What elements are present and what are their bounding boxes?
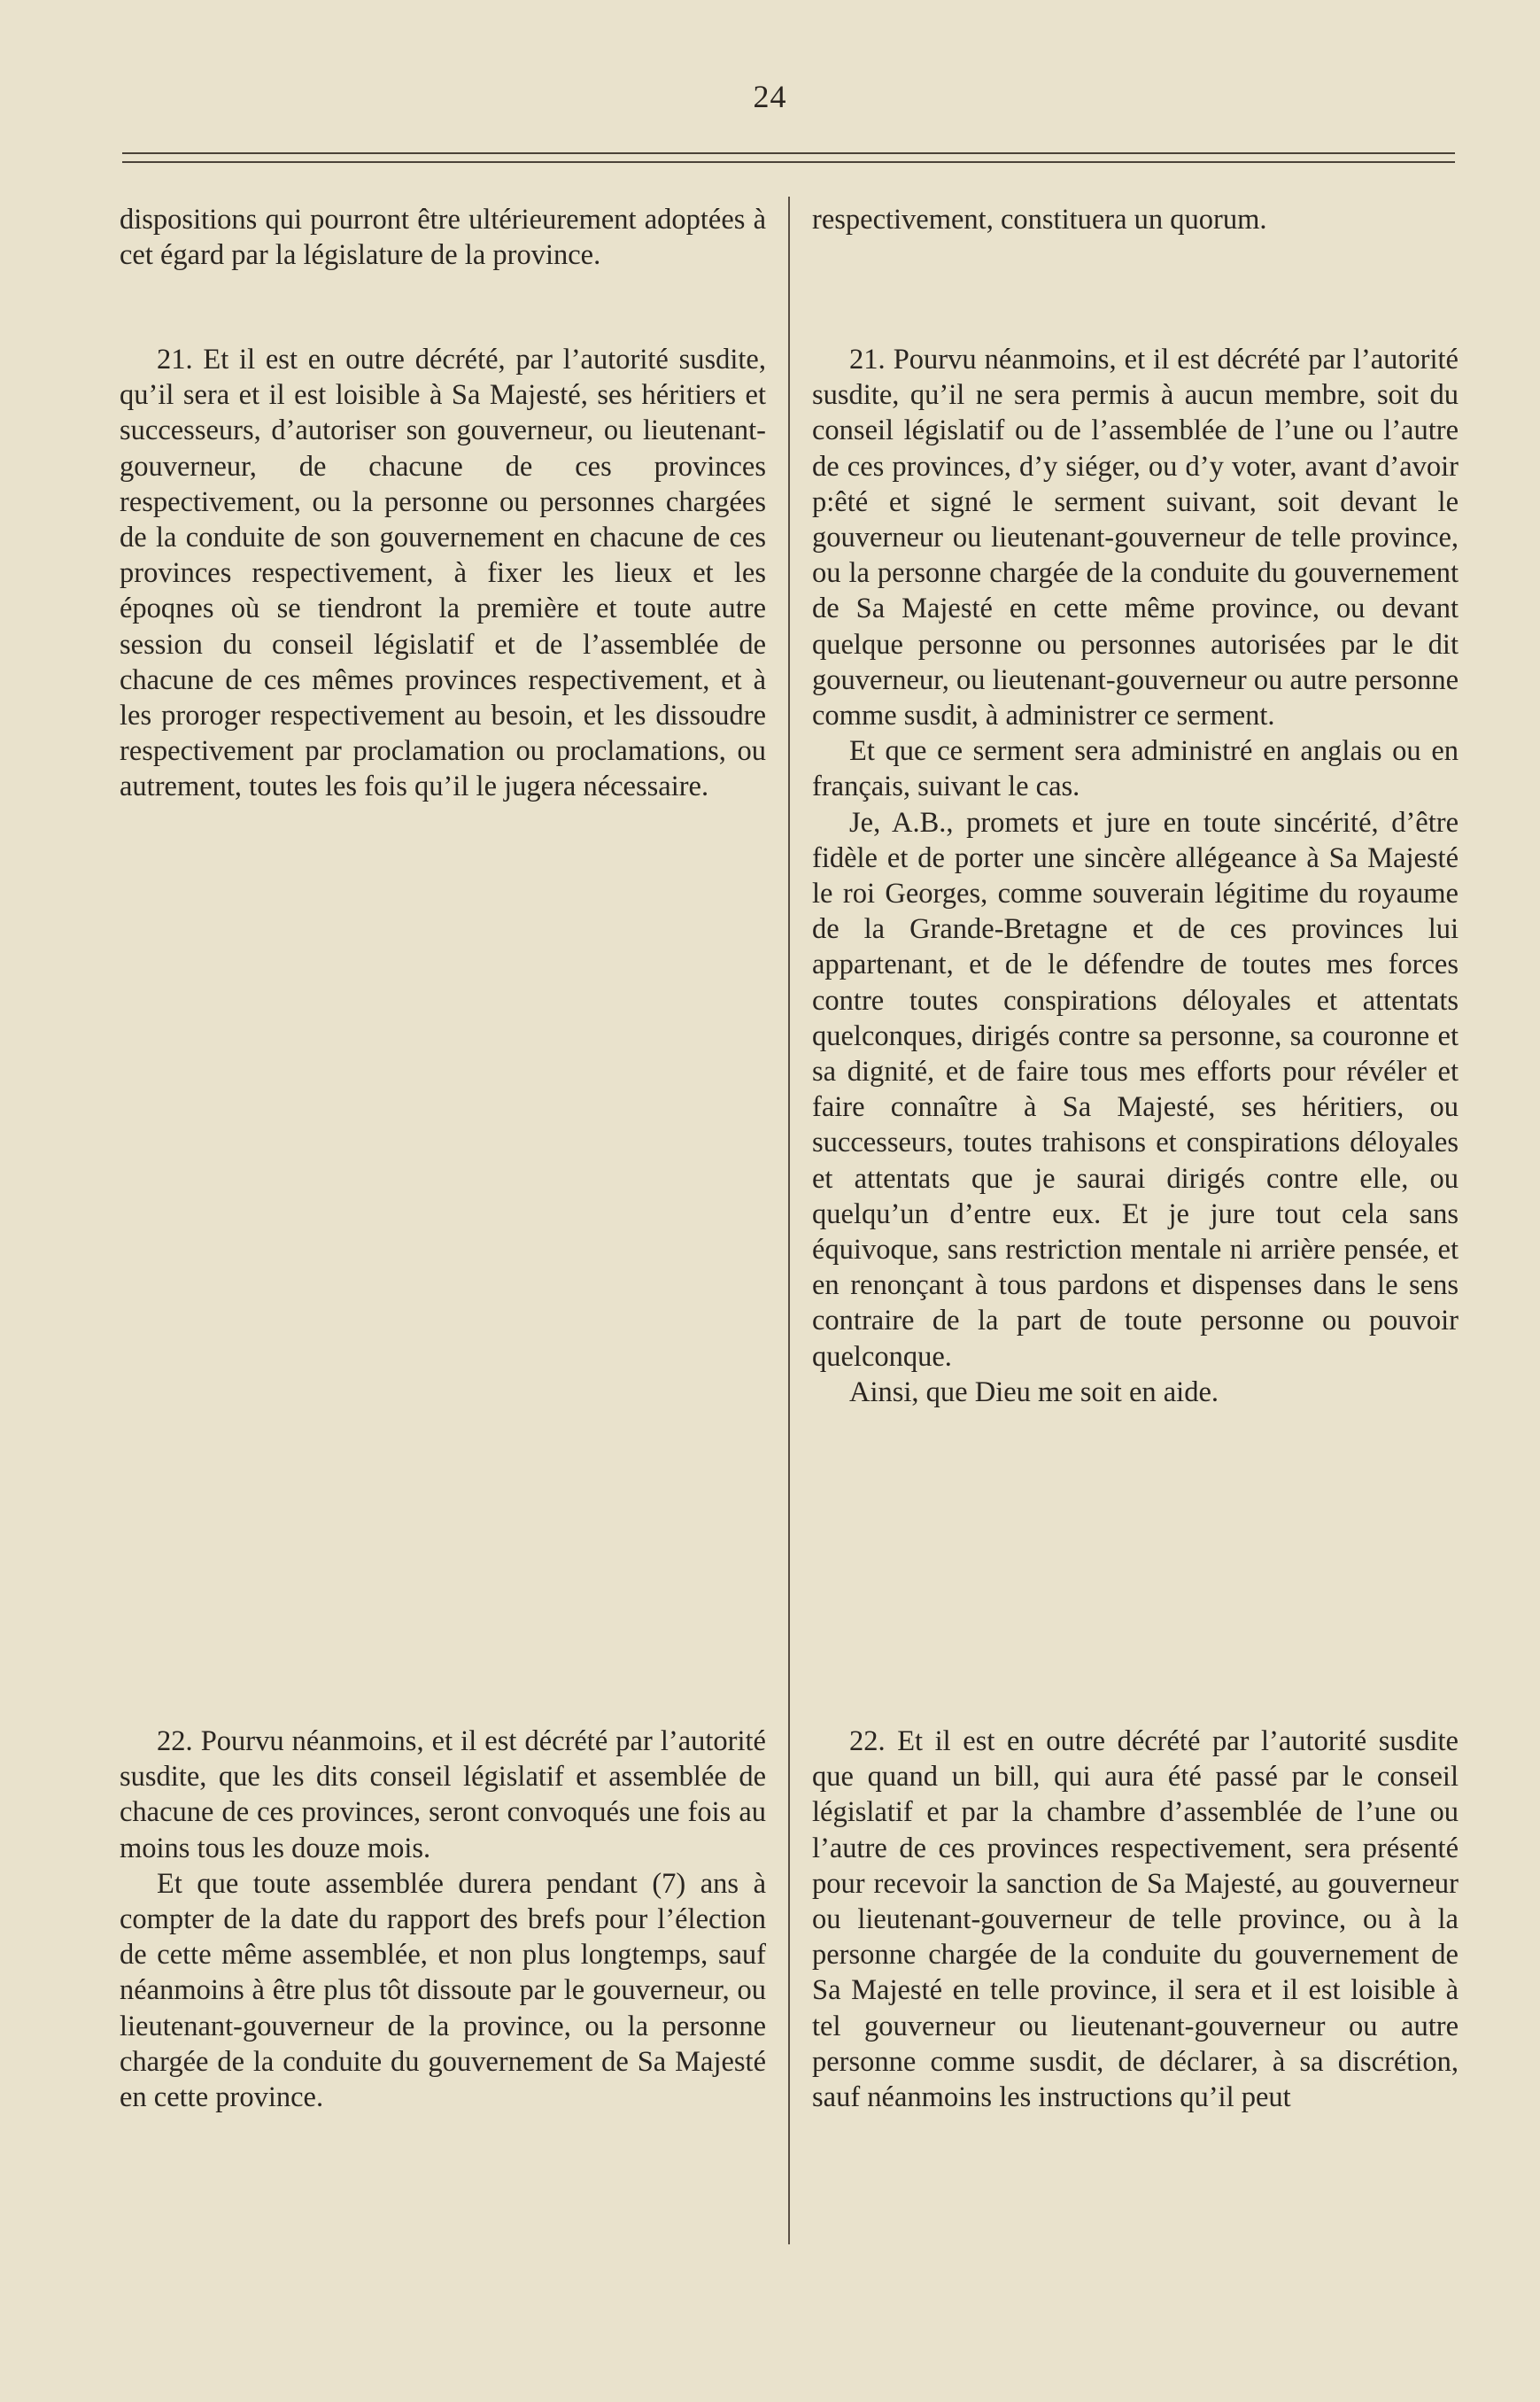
left-paragraph-assembly-duration: Et que toute assemblée durera pendant (7) ans à compter de la date du rapport des brefs pour l’élection de cette même assemblée, et non plus longtemps, sauf néanmoins à être plus tôt dissoute par le gouverneur, ou lieutenant-gouverneur de la province, ou la personne chargée de la conduite du gouvernement de Sa Majesté en cette province. xyxy=(120,1867,766,2114)
right-paragraph-oath-language: Et que ce serment sera administré en anglais ou en français, suivant le cas. xyxy=(812,735,1459,803)
right-column xyxy=(812,202,1459,237)
right-column-section-22 xyxy=(812,1724,1459,2115)
column-divider xyxy=(788,197,790,2244)
right-paragraph-oath-text: Je, A.B., promets et jure en toute sincérité, d’être fidèle et de porter une sincère allégeance à Sa Majesté le roi Georges, comme souverain légitime du royaume de la Grande-Bretagne et de ces provinces lui appartenant, et de le défendre de toutes mes forces contre toutes conspirations déloyales et attentats quelconques, dirigés contre sa personne, sa couronne et sa dignité, et de faire tous mes efforts pour révéler et faire connaître à Sa Majesté, ses héritiers, ou successeurs, toutes trahisons et conspirations déloyales et attentats que je saurai dirigés contre elle, ou quelqu’un d’entre eux. Et je jure tout cela sans équivoque, sans restriction mentale ni arrière pensée, et en renonçant à tous pardons et dispenses dans le sens contraire de la part de toute personne ou pouvoir quelconque. xyxy=(812,806,1459,1373)
left-column-section-21 xyxy=(120,342,766,805)
left-column xyxy=(120,202,766,273)
right-paragraph-22: 22. Et il est en outre décrété par l’autorité susdite que quand un bill, qui aura été passé par le conseil législatif et par la chambre d’assemblée de l’une ou l’autre de ces provinces respectivement, sera présenté pour recevoir la sanction de Sa Majesté, au gouverneur ou lieutenant-gouverneur de telle province, ou à la personne chargée de la conduite du gouvernement de Sa Majesté en telle province, il sera et il est loisible à tel gouverneur ou lieutenant-gouverneur ou autre personne comme susdit, de déclarer, à sa discrétion, sauf néanmoins les instructions qu’il peut xyxy=(812,1725,1459,2114)
left-paragraph-22: 22. Pourvu néanmoins, et il est décrété par l’autorité susdite, que les dits conseil législatif et assemblée de chacune de ces provinces, seront convoqués une fois au moins tous les douze mois. xyxy=(120,1725,766,1864)
left-column-section-22 xyxy=(120,1724,766,2115)
left-paragraph-21: 21. Et il est en outre décrété, par l’autorité susdite, qu’il sera et il est loisible à Sa Majesté, ses héritiers et successeurs, d’autoriser son gouverneur, ou lieutenant-gouverneur, de chacune de ces provinces respectivement, ou la personne ou personnes chargées de la conduite de son gouvernement en chacune de ces provinces respectivement, à fixer les lieux et les époqnes où se tiendront la première et toute autre session du conseil législatif et de l’assemblée de chacune de ces mêmes provinces respectivement, et à les proroger respectivement au besoin, et les dissoudre respectivement par proclamation ou proclamations, ou autrement, toutes les fois qu’il le jugera nécessaire. xyxy=(120,344,766,803)
right-paragraph-21: 21. Pourvu néanmoins, et il est décrété par l’autorité susdite, qu’il ne sera permis à aucun membre, soit du conseil législatif ou de l’assemblée de l’une ou l’autre de ces provinces, d’y siéger, ou d’y voter, avant d’avoir p:êté et signé le serment suivant, soit devant le gouverneur ou lieutenant-gouverneur de telle province, ou la personne chargée de la conduite du gouvernement de Sa Majesté en cette même province, ou devant quelque personne ou personnes autorisées par le dit gouverneur, ou lieutenant-gouverneur ou autre personne comme susdit, à administrer ce serment. xyxy=(812,344,1459,732)
left-paragraph-continuation: dispositions qui pourront être ultérieurement adoptées à cet égard par la législature de la province. xyxy=(120,204,766,272)
right-column-section-21 xyxy=(812,342,1459,1410)
right-paragraph-quorum: respectivement, constituera un quorum. xyxy=(812,204,1267,236)
header-rule-bottom xyxy=(122,161,1455,163)
page-number: 24 xyxy=(753,79,787,114)
header-rule-top xyxy=(122,152,1455,154)
right-paragraph-oath-closing: Ainsi, que Dieu me soit en aide. xyxy=(849,1375,1219,1408)
